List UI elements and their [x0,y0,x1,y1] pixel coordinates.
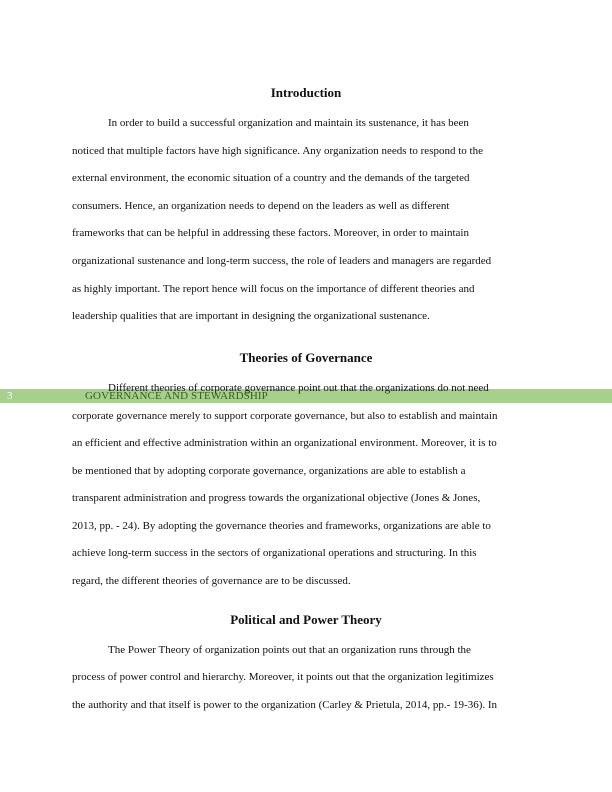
page-number: 3 [7,390,13,402]
paragraph-line: Different theories of corporate governance point out that the organizations do not need [108,382,489,394]
paragraph-line: transparent administration and progress towards the organizational objective (Jones & Jones, [72,492,481,504]
paragraph-line: the authority and that itself is power to the organization (Carley & Prietula, 2014, pp.- 19-36). In [72,699,498,711]
paragraph-line: external environment, the economic situation of a country and the demands of the targeted [72,172,470,184]
paragraph-line: as highly important. The report hence will focus on the importance of different theories and [72,283,475,295]
paragraph-line: an efficient and effective administration within an organizational environment. Moreover, it is to [72,437,497,449]
paragraph-line: consumers. Hence, an organization needs to depend on the leaders as well as different [72,200,450,212]
paragraph-line: noticed that multiple factors have high significance. Any organization needs to respond to the [72,145,483,157]
paragraph-line: In order to build a successful organization and maintain its sustenance, it has been [108,117,469,129]
paragraph-line: The Power Theory of organization points out that an organization runs through the [108,644,471,656]
paragraph-line: regard, the different theories of governance are to be discussed. [72,575,351,587]
paragraph-line: frameworks that can be helpful in addressing these factors. Moreover, in order to maintain [72,227,469,239]
paragraph-line: achieve long-term success in the sectors of organizational operations and structuring. In this [72,547,477,559]
paragraph-line: be mentioned that by adopting corporate governance, organizations are able to establish a [72,465,466,477]
paragraph-line: corporate governance merely to support corporate governance, but also to establish and maintain [72,410,498,422]
paragraph-line: 2013, pp. - 24). By adopting the governance theories and frameworks, organizations are able to [72,520,491,532]
heading-introduction: Introduction [270,85,342,100]
paragraph-line: organizational sustenance and long-term success, the role of leaders and managers are regarded [72,255,492,267]
heading-political-and-power-theory: Political and Power Theory [230,612,382,627]
paragraph-line: leadership qualities that are important in designing the organizational sustenance. [72,310,430,322]
heading-theories-of-governance: Theories of Governance [239,350,373,365]
running-header-title: GOVERNANCE AND STEWARDSHIP [85,390,268,402]
paragraph-line: process of power control and hierarchy. Moreover, it points out that the organization legitimizes [72,671,494,683]
